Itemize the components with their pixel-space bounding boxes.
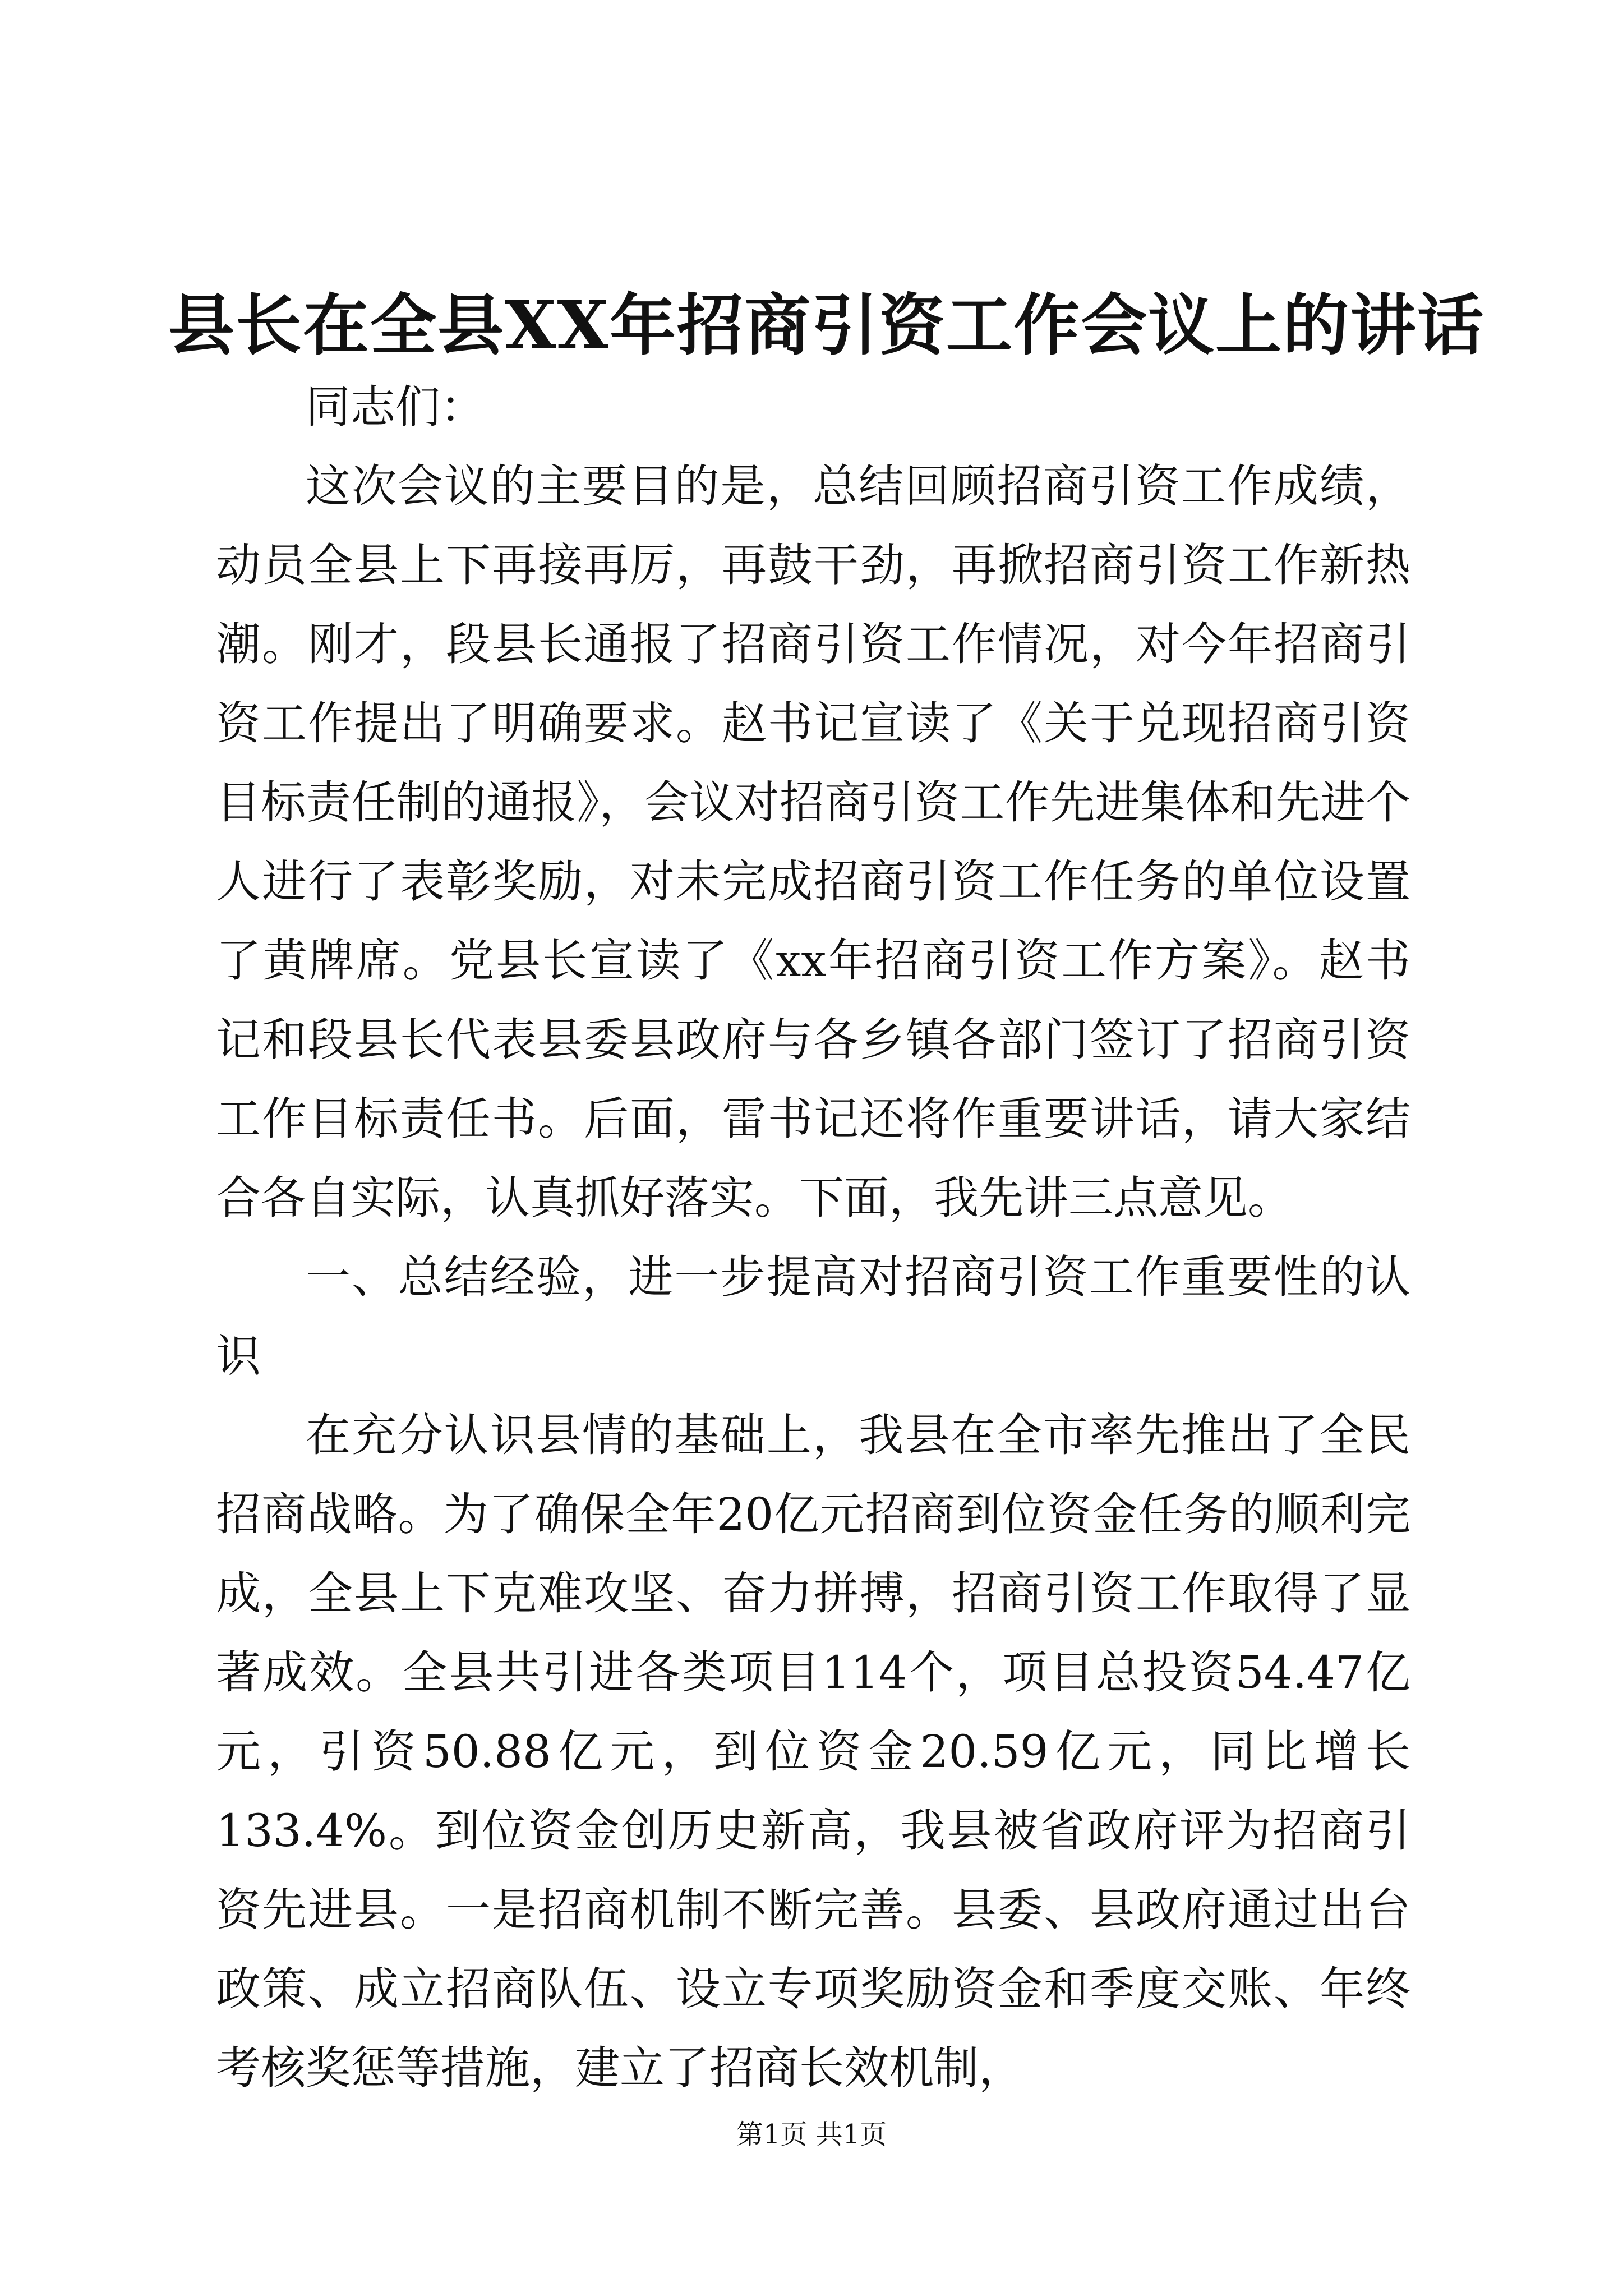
section-heading-1: 一、总结经验，进一步提高对招商引资工作重要性的认识 <box>216 1251 1410 1382</box>
paragraph-intro: 这次会议的主要目的是，总结回顾招商引资工作成绩，动员全县上下再接再厉，再鼓干劲，再掀招商引资工作新热潮。刚才，段县长通报了招商引资工作情况，对今年招商引资工作提出了明确要求。赵书记宣读了《关于兑现招商引资目标责任制的通报》，会议对招商引资工作先进集体和先进个人进行了表彰奖励，对未完成招商引资工作任务的单位设置了黄牌席。党县长宣读了《xx年招商引资工作方案》。赵书记和段县长代表县委县政府与各乡镇各部门签订了招商引资工作目标责任书。后面，雷书记还将作重要讲话，请大家结合各自实际，认真抓好落实。下面，我先讲三点意见。 <box>216 460 1410 1224</box>
page-footer <box>0 2118 1623 2151</box>
salutation: 同志们： <box>306 381 485 433</box>
paragraph-achievements: 在充分认识县情的基础上，我县在全市率先推出了全民招商战略。为了确保全年20亿元招商到位资金任务的顺利完成，全县上下克难攻坚、奋力拼搏，招商引资工作取得了显著成效。全县共引进各类项目114个，项目总投资54.47亿元，引资50.88亿元，到位资金20.59亿元，同比增长133.4%。到位资金创历史新高，我县被省政府评为招商引资先进县。一是招商机制不断完善。县委、县政府通过出台政策、成立招商队伍、设立专项奖励资金和季度交账、年终考核奖惩等措施，建立了招商长效机制， <box>216 1409 1410 2094</box>
document-title: 县长在全县XX年招商引资工作会议上的讲话 <box>168 286 1485 364</box>
document-body <box>216 367 1410 2108</box>
page-number-label: 第1页 共1页 <box>736 2119 887 2150</box>
